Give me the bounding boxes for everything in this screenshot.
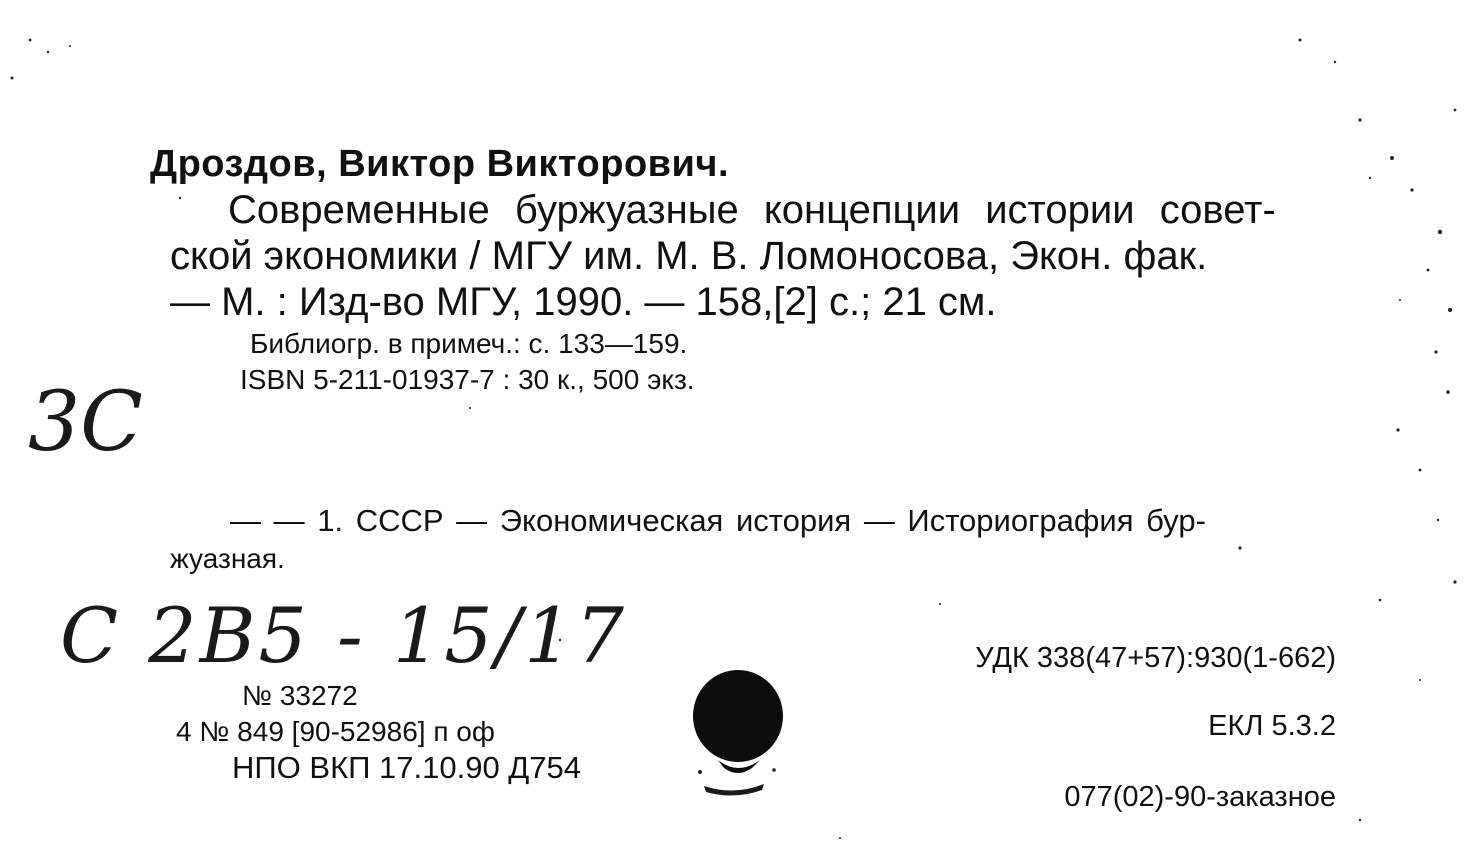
handwritten-shelf-code: С 2В5 - 15/17 (60, 591, 627, 680)
handwritten-mark: 3С (28, 375, 143, 470)
author-heading: Дроздов, Виктор Викторович. (150, 143, 730, 185)
bibliography-note: Библиогр. в примеч.: с. 133—159. (250, 328, 688, 359)
punch-hole-mark (690, 668, 790, 798)
title-line-1: Современные буржуазные концепции истории совет- (228, 188, 1276, 232)
isbn-line: ISBN 5-211-01937-7 : 30 к., 500 экз. (240, 364, 695, 395)
order-line: 4 № 849 [90-52986] п оф (176, 716, 495, 747)
title-line-2: ской экономики / МГУ им. М. В. Ломоносова, Экон. фак. (170, 234, 1208, 278)
subject-line-1: — — 1. СССР — Экономическая история — Историография бур- (230, 503, 1206, 538)
ekl-code: ЕКЛ 5.3.2 (1208, 710, 1336, 742)
udk-code: УДК 338(47+57):930(1-662) (975, 642, 1336, 674)
subject-line-2: жуазная. (170, 543, 285, 574)
card-number: № 33272 (242, 680, 358, 711)
npo-line: НПО ВКП 17.10.90 Д754 (232, 750, 582, 785)
order-code: 077(02)-90-заказное (1064, 781, 1336, 813)
publication-line: — М. : Изд-во МГУ, 1990. — 158,[2] с.; 21 см. (170, 280, 997, 324)
